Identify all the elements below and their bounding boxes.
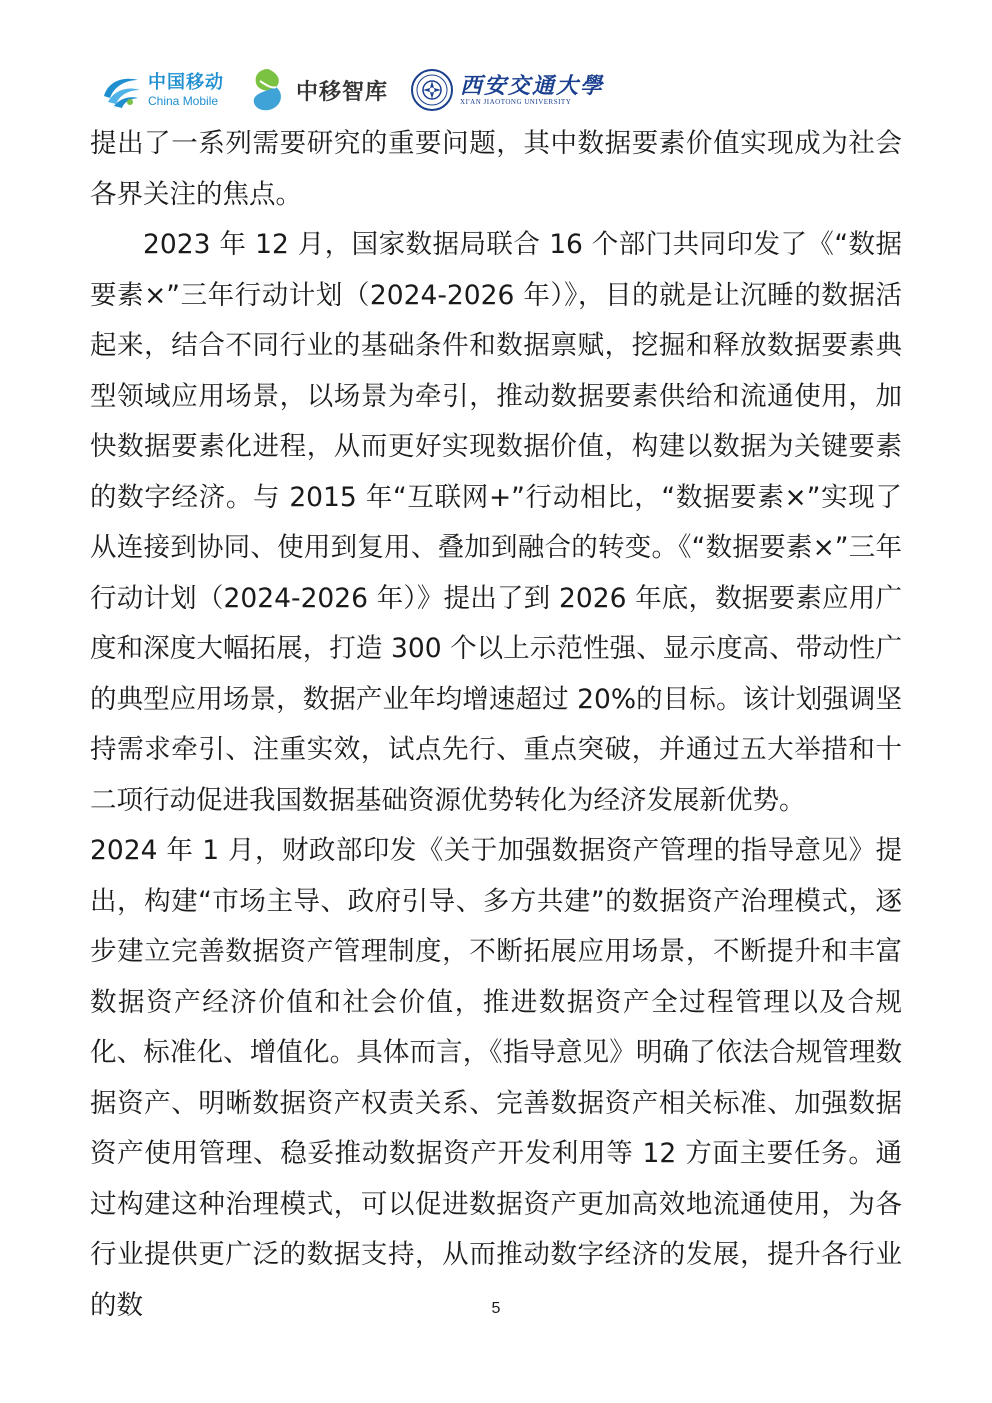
xjtu-cn: 西安交通大學 <box>460 72 605 99</box>
zhongyi-zhiku-logo <box>246 67 388 113</box>
zhongyi-zhiku-icon <box>246 67 290 113</box>
china-mobile-icon <box>100 70 144 110</box>
paragraph-1: 提出了一系列需要研究的重要问题，其中数据要素价值实现成为社会各界关注的焦点。 <box>90 128 902 210</box>
paragraph-2: 2023 年 12 月，国家数据局联合 16 个部门共同印发了《“数据要素×”三年行动计划（2024-2026 年）》，目的就是让沉睡的数据活起来，结合不同行业的基础条件和数据禀赋，挖掘和释放数据要素典型领域应用场景，以场景为牵引，推动数据要素供给和流通使用，加快数据要素化进程，从而更好实现数据价值，构建以数据为关键要素的数字经济。与 2015 年“互联网+”行动相比，“数据要素×”实现了从连接到协同、使用到复用、叠加到融合的转变。《“数据要素×”三年行动计划（2024-2026 年）》提出了到 2026 年底，数据要素应用广度和深度大幅拓展，打造 300 个以上示范性强、显示度高、带动性广的典型应用场景，数据产业年均增速超过 20%的目标。该计划强调坚持需求牵引、注重实效，试点先行、重点突破，并通过五大举措和十二项行动促进我国数据基础资源优势转化为经济发展新优势。 <box>90 229 902 816</box>
china-mobile-en: China Mobile <box>148 93 219 108</box>
xjtu-seal-icon <box>410 68 454 112</box>
paragraph-3: 2024 年 1 月，财政部印发《关于加强数据资产管理的指导意见》提出，构建“市场主导、政府引导、多方共建”的数据资产治理模式，逐步建立完善数据资产管理制度，不断拓展应用场景，不断提升和丰富数据资产经济价值和社会价值，推进数据资产全过程管理以及合规化、标准化、增值化。具体而言，《指导意见》明确了依法合规管理数据资产、明晰数据资产权责关系、完善数据资产相关标准、加强数据资产使用管理、稳妥推动数据资产开发利用等 12 方面主要任务。通过构建这种治理模式，可以促进数据资产更加高效地流通使用，为各行业提供更广泛的数据支持，从而推动数字经济的发展，提升各行业的数 <box>90 835 902 1321</box>
page-number: 5 <box>491 1300 501 1317</box>
china-mobile-cn: 中国移动 <box>148 71 224 93</box>
zhongyi-zhiku-name: 中移智库 <box>296 79 389 105</box>
china-mobile-logo <box>100 70 224 110</box>
xjtu-en: XI'AN JIAOTONG UNIVERSITY <box>460 97 572 106</box>
document-body <box>90 119 902 1331</box>
xjtu-logo <box>410 68 604 112</box>
page-header <box>100 62 626 118</box>
